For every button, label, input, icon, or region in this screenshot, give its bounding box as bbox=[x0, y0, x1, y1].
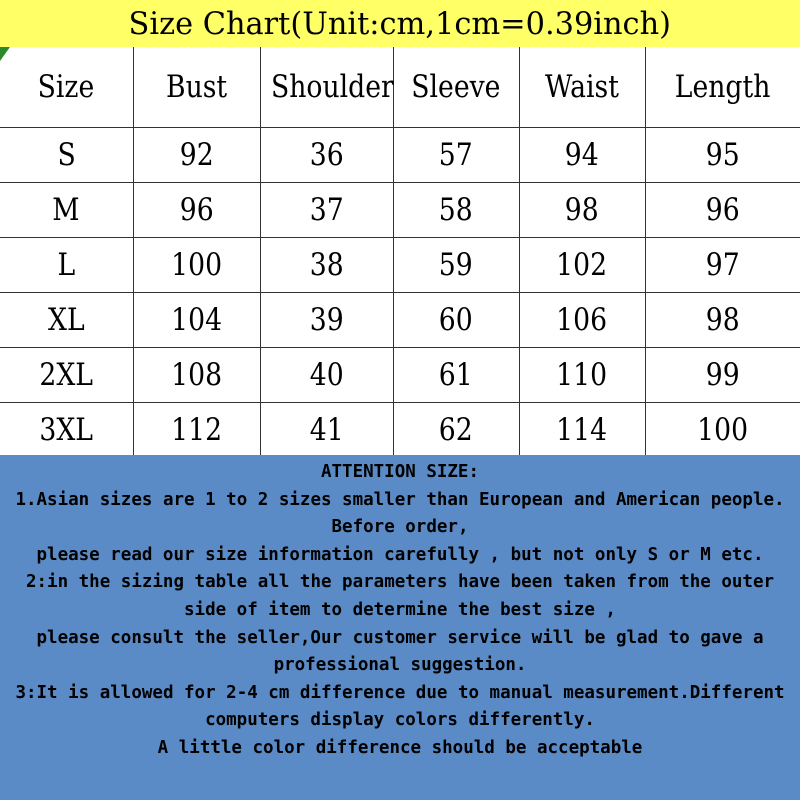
table-cell: 98 bbox=[645, 293, 800, 348]
table-cell: 99 bbox=[645, 348, 800, 403]
table-cell: 57 bbox=[393, 128, 519, 183]
table-cell: 106 bbox=[519, 293, 645, 348]
notice-heading: ATTENTION SIZE: bbox=[320, 462, 480, 482]
table-cell: 58 bbox=[393, 183, 519, 238]
attention-notice bbox=[0, 455, 800, 800]
table-cell: 41 bbox=[260, 403, 393, 458]
table-cell: 3XL bbox=[0, 403, 133, 458]
table-cell: 38 bbox=[260, 238, 393, 293]
table-cell: 104 bbox=[133, 293, 260, 348]
table-cell: 36 bbox=[260, 128, 393, 183]
notice-line: 1.Asian sizes are 1 to 2 sizes smaller than European and American people. Before order, bbox=[15, 489, 785, 538]
header-size: Size bbox=[0, 47, 133, 128]
header-bust: Bust bbox=[133, 47, 260, 128]
table-cell: 102 bbox=[519, 238, 645, 293]
table-cell: 112 bbox=[133, 403, 260, 458]
table-cell: 108 bbox=[133, 348, 260, 403]
table-cell: 94 bbox=[519, 128, 645, 183]
header-waist: Waist bbox=[519, 47, 645, 128]
table-cell: 39 bbox=[260, 293, 393, 348]
table-row bbox=[0, 128, 800, 183]
table-cell: 100 bbox=[645, 403, 800, 458]
table-cell: L bbox=[0, 238, 133, 293]
table-cell: 40 bbox=[260, 348, 393, 403]
header-length: Length bbox=[645, 47, 800, 128]
notice-line: 2:in the sizing table all the parameters have been taken from the outer side of item to determine the best size , bbox=[25, 572, 775, 620]
table-cell: 92 bbox=[133, 128, 260, 183]
notice-line: please consult the seller,Our customer service will be glad to gave a professional suggestion. bbox=[36, 627, 764, 676]
table-cell: 37 bbox=[260, 183, 393, 238]
table-row bbox=[0, 183, 800, 238]
title-text: Size Chart(Unit:cm,1cm=0.39inch) bbox=[128, 5, 672, 42]
table-cell: XL bbox=[0, 293, 133, 348]
table-cell: 2XL bbox=[0, 348, 133, 403]
table-cell: 96 bbox=[645, 183, 800, 238]
notice-line: A little color difference should be acceptable bbox=[157, 737, 643, 758]
table-cell: 114 bbox=[519, 403, 645, 458]
table-cell: 61 bbox=[393, 348, 519, 403]
size-chart-title bbox=[0, 0, 800, 47]
table-row bbox=[0, 348, 800, 403]
table-row bbox=[0, 293, 800, 348]
table-cell: 100 bbox=[133, 238, 260, 293]
table-cell: S bbox=[0, 128, 133, 183]
table-cell: 60 bbox=[393, 293, 519, 348]
table-cell: 110 bbox=[519, 348, 645, 403]
header-sleeve: Sleeve bbox=[393, 47, 519, 128]
notice-line: please read our size information carefully , but not only S or M etc. bbox=[36, 544, 764, 565]
table-cell: 59 bbox=[393, 238, 519, 293]
table-cell: 95 bbox=[645, 128, 800, 183]
table-cell: 62 bbox=[393, 403, 519, 458]
table-row bbox=[0, 403, 800, 458]
table-cell: 96 bbox=[133, 183, 260, 238]
table-cell: 97 bbox=[645, 238, 800, 293]
table-cell: 98 bbox=[519, 183, 645, 238]
table-cell: M bbox=[0, 183, 133, 238]
table-row bbox=[0, 238, 800, 293]
size-table bbox=[0, 47, 800, 458]
notice-line: 3:It is allowed for 2-4 cm difference due to manual measurement.Different computers display colors differently. bbox=[15, 682, 785, 731]
header-shoulder: Shoulder bbox=[260, 47, 393, 128]
table-header-row bbox=[0, 47, 800, 128]
